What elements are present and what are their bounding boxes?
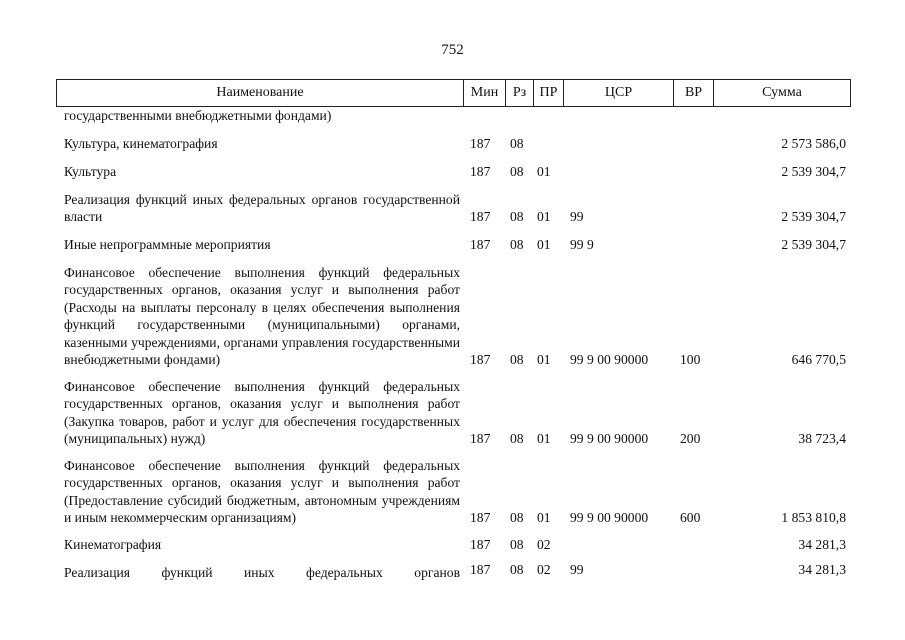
- row-name: государственными внебюджетными фондами): [64, 108, 332, 123]
- row-min: 187: [470, 164, 491, 179]
- row-rz: 08: [510, 352, 524, 367]
- row-pr: 01: [537, 510, 551, 526]
- header-name: Наименование: [57, 80, 464, 106]
- row-sum: 34 281,3: [798, 537, 846, 552]
- row-csr: 99: [570, 209, 584, 225]
- row-rz: 08: [510, 431, 524, 447]
- row-min: 187: [470, 209, 491, 225]
- row-min: 187: [470, 237, 491, 252]
- row-min: 187: [470, 537, 491, 552]
- header-rz: Рз: [506, 80, 534, 106]
- header-min: Мин: [464, 80, 506, 106]
- row-name: Финансовое обеспечение выполнения функций федеральных государственных органов, оказания услуг и выполнения работ (Расходы на выплаты персоналу в целях обеспечения выполнения функций государственными (муниципальными) органами, казенными учреждениями, органами управления государственными внебюджетными фондами): [64, 265, 460, 368]
- table-header: [56, 79, 851, 107]
- row-pr: 02: [537, 562, 551, 577]
- row-vr: 100: [680, 352, 701, 367]
- row-pr: 01: [537, 209, 551, 225]
- row-csr: 99: [570, 562, 584, 577]
- row-min: 187: [470, 352, 491, 367]
- row-sum: 34 281,3: [798, 562, 846, 577]
- row-rz: 08: [510, 136, 524, 151]
- header-vr: ВР: [674, 80, 714, 106]
- row-rz: 08: [510, 510, 524, 526]
- row-rz: 08: [510, 209, 524, 225]
- row-rz: 08: [510, 537, 524, 552]
- header-csr: ЦСР: [564, 80, 674, 106]
- row-csr: 99 9 00 90000: [570, 510, 649, 526]
- row-sum: 2 539 304,7: [781, 237, 846, 252]
- row-name: Культура, кинематография: [64, 136, 218, 151]
- row-pr: 01: [537, 237, 551, 252]
- row-name: Финансовое обеспечение выполнения функций федеральных государственных органов, оказания услуг и выполнения работ (Предоставление субсидий бюджетным, автономным учреждениям и иным некоммерческим организациям): [64, 458, 460, 526]
- row-min: 187: [470, 562, 491, 577]
- row-sum: 2 573 586,0: [781, 136, 846, 151]
- row-name: Реализация функций иных федеральных органов: [64, 565, 460, 580]
- row-csr: 99 9: [570, 237, 594, 252]
- header-sum: Сумма: [762, 85, 802, 100]
- row-pr: 01: [537, 431, 551, 447]
- row-sum: 2 539 304,7: [781, 164, 846, 179]
- row-csr: 99 9 00 90000: [570, 431, 649, 447]
- row-sum: 646 770,5: [791, 352, 846, 367]
- row-min: 187: [470, 136, 491, 151]
- row-name: Иные непрограммные мероприятия: [64, 237, 271, 252]
- row-pr: 02: [537, 537, 551, 552]
- row-name: Реализация функций иных федеральных органов государственной власти: [64, 192, 460, 225]
- row-csr: 99 9 00 90000: [570, 352, 649, 367]
- budget-table: [56, 79, 851, 580]
- header-pr: ПР: [534, 80, 564, 106]
- row-sum: 38 723,4: [798, 431, 846, 447]
- row-pr: 01: [537, 164, 551, 179]
- row-name: Финансовое обеспечение выполнения функций федеральных государственных органов, оказания услуг и выполнения работ (Закупка товаров, работ и услуг для обеспечения государственных (муниципальных) нужд): [64, 379, 460, 447]
- row-name: Кинематография: [64, 537, 162, 552]
- row-sum: 1 853 810,8: [781, 510, 846, 526]
- page-number: 752: [441, 42, 464, 58]
- row-vr: 600: [680, 510, 701, 526]
- row-min: 187: [470, 431, 491, 447]
- row-rz: 08: [510, 562, 524, 577]
- row-rz: 08: [510, 164, 524, 179]
- row-rz: 08: [510, 237, 524, 252]
- row-sum: 2 539 304,7: [781, 209, 846, 225]
- row-name: Культура: [64, 164, 117, 179]
- row-vr: 200: [680, 431, 701, 447]
- row-pr: 01: [537, 352, 551, 367]
- row-min: 187: [470, 510, 491, 526]
